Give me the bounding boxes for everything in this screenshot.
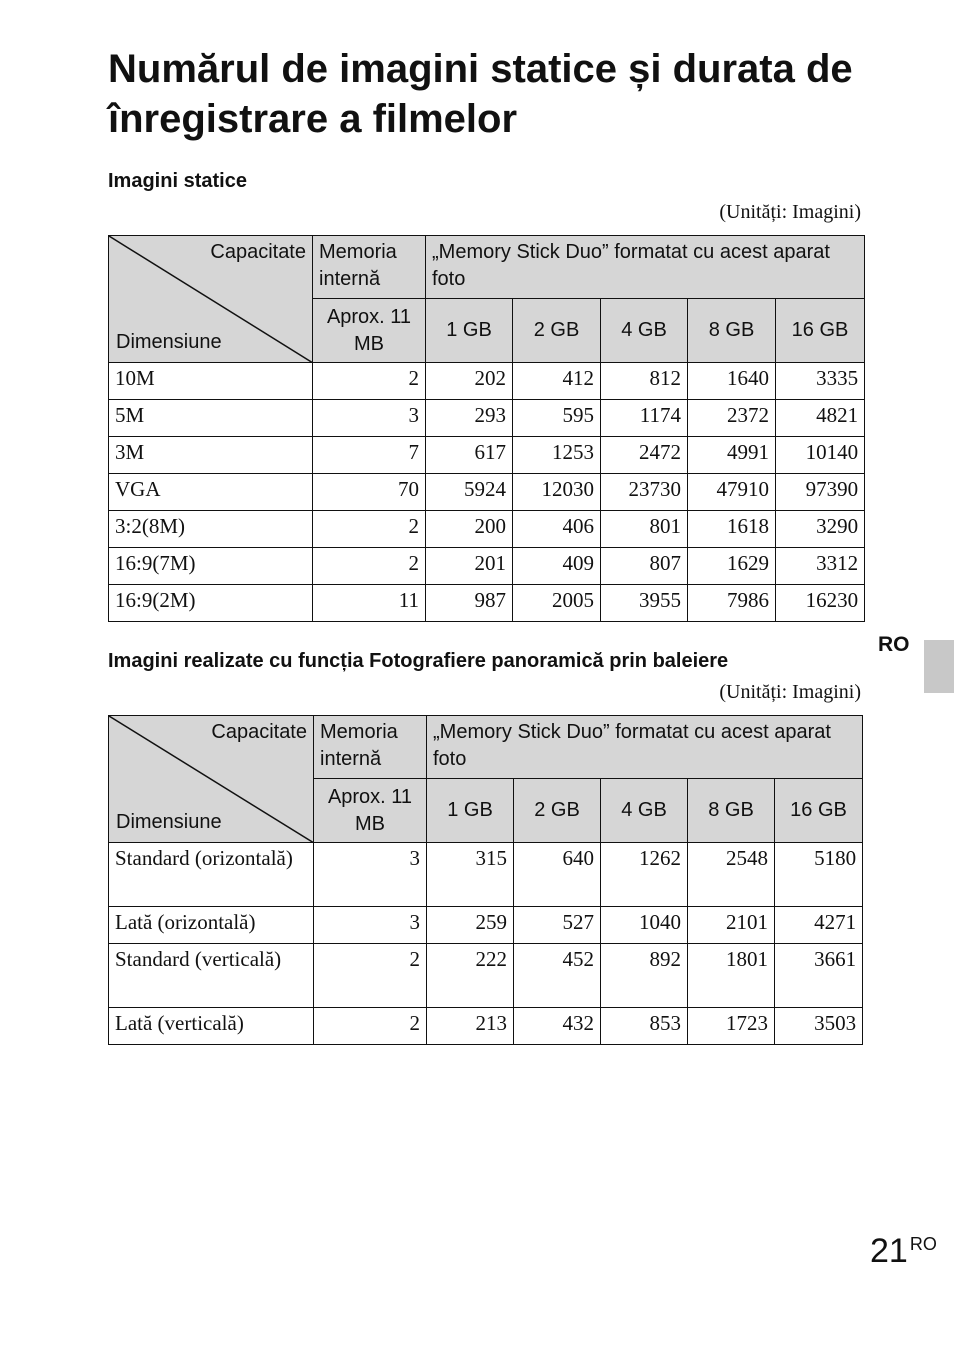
table-cell: 201 [426,548,513,585]
table-row [109,511,865,548]
size-header: 2 GB [514,779,601,843]
table-cell: 11 [313,585,426,622]
row-label: Standard (orizontală) [109,843,314,907]
capacity-label: Capacitate [211,721,307,743]
table-cell: 47910 [688,474,776,511]
table-cell: 202 [426,363,513,400]
table-cell: 1640 [688,363,776,400]
memory-stick-header: „Memory Stick Duo” formatat cu acest aparat foto [426,236,865,299]
table-cell: 1253 [513,437,601,474]
table-row [109,585,865,622]
size-header: 8 GB [688,299,776,363]
approx-size-header: Aprox. 11 MB [314,779,427,843]
table-cell: 4821 [776,400,865,437]
table-cell: 617 [426,437,513,474]
table-cell: 23730 [601,474,688,511]
table-cell: 259 [427,907,514,944]
table-row [109,474,865,511]
table-cell: 10140 [776,437,865,474]
table-cell: 97390 [776,474,865,511]
capacity-label: Capacitate [210,241,306,263]
table-cell: 2101 [688,907,775,944]
table-cell: 4991 [688,437,776,474]
size-header: 16 GB [776,299,865,363]
table-cell: 3290 [776,511,865,548]
row-label: Lată (verticală) [109,1008,314,1045]
table-cell: 3503 [775,1008,863,1045]
row-label: 3:2(8M) [109,511,313,548]
page-number-value: 21 [870,1232,908,1270]
table-cell: 3 [313,400,426,437]
internal-memory-header: Memoria internă [313,236,426,299]
row-label: 5M [109,400,313,437]
page-title: Numărul de imagini statice și durata de înregistrare a filmelor [108,47,853,141]
table-cell: 2005 [513,585,601,622]
table-cell: 3955 [601,585,688,622]
table-row [109,1008,863,1045]
table-cell: 892 [601,944,688,1008]
approx-size-header: Aprox. 11 MB [313,299,426,363]
table-cell: 1040 [601,907,688,944]
table-cell: 12030 [513,474,601,511]
table-cell: 5924 [426,474,513,511]
row-label: Lată (orizontală) [109,907,314,944]
table-row [109,400,865,437]
table-cell: 7 [313,437,426,474]
table-row [109,437,865,474]
table-cell: 1618 [688,511,776,548]
table-cell: 3 [314,907,427,944]
table-cell: 2 [313,511,426,548]
size-header: 1 GB [426,299,513,363]
table-cell: 293 [426,400,513,437]
side-tab-bar [924,640,954,693]
table-cell: 213 [427,1008,514,1045]
units-note: (Unități: Imagini) [719,201,861,223]
size-header: 8 GB [688,779,775,843]
size-header: 1 GB [427,779,514,843]
table-cell: 5180 [775,843,863,907]
table-cell: 3 [314,843,427,907]
row-label: 10M [109,363,313,400]
panorama-images-table [108,715,863,1045]
table-cell: 2548 [688,843,775,907]
internal-memory-header: Memoria internă [314,716,427,779]
table-cell: 987 [426,585,513,622]
table-cell: 801 [601,511,688,548]
table-cell: 2372 [688,400,776,437]
table-cell: 812 [601,363,688,400]
table-cell: 527 [514,907,601,944]
table-cell: 2 [314,944,427,1008]
dimension-label: Dimensiune [116,331,222,353]
section-title-still-images: Imagini statice [108,170,247,192]
table-cell: 2 [313,363,426,400]
units-note: (Unități: Imagini) [719,681,861,703]
table-cell: 1629 [688,548,776,585]
corner-header [109,716,314,843]
table-cell: 2 [313,548,426,585]
section-title-panorama: Imagini realizate cu funcția Fotografiere panoramică prin baleiere [108,650,729,672]
still-images-table [108,235,865,622]
size-header: 16 GB [775,779,863,843]
corner-header [109,236,313,363]
table-cell: 4271 [775,907,863,944]
table-cell: 452 [514,944,601,1008]
table-cell: 315 [427,843,514,907]
row-label: 3M [109,437,313,474]
table-row [109,548,865,585]
size-header: 2 GB [513,299,601,363]
table-cell: 432 [514,1008,601,1045]
table-cell: 595 [513,400,601,437]
table-cell: 2472 [601,437,688,474]
dimension-label: Dimensiune [116,811,222,833]
row-label: 16:9(7M) [109,548,313,585]
page-number-suffix: RO [909,1234,937,1254]
table-row [109,843,863,907]
table-cell: 412 [513,363,601,400]
table-cell: 3312 [776,548,865,585]
table-cell: 70 [313,474,426,511]
table-row [109,363,865,400]
table-cell: 222 [427,944,514,1008]
memory-stick-header: „Memory Stick Duo” formatat cu acest aparat foto [427,716,863,779]
row-label: VGA [109,474,313,511]
table-cell: 3335 [776,363,865,400]
table-cell: 1174 [601,400,688,437]
table-cell: 7986 [688,585,776,622]
table-cell: 1723 [688,1008,775,1045]
size-header: 4 GB [601,299,688,363]
language-tab: RO [878,633,910,656]
table-cell: 409 [513,548,601,585]
table-cell: 406 [513,511,601,548]
table-row [109,944,863,1008]
page-number [870,1232,937,1271]
table-cell: 3661 [775,944,863,1008]
row-label: 16:9(2M) [109,585,313,622]
table-cell: 200 [426,511,513,548]
table-cell: 807 [601,548,688,585]
table-cell: 1262 [601,843,688,907]
table-cell: 16230 [776,585,865,622]
size-header: 4 GB [601,779,688,843]
row-label: Standard (verticală) [109,944,314,1008]
table-cell: 2 [314,1008,427,1045]
table-cell: 1801 [688,944,775,1008]
table-row [109,907,863,944]
table-cell: 640 [514,843,601,907]
table-cell: 853 [601,1008,688,1045]
